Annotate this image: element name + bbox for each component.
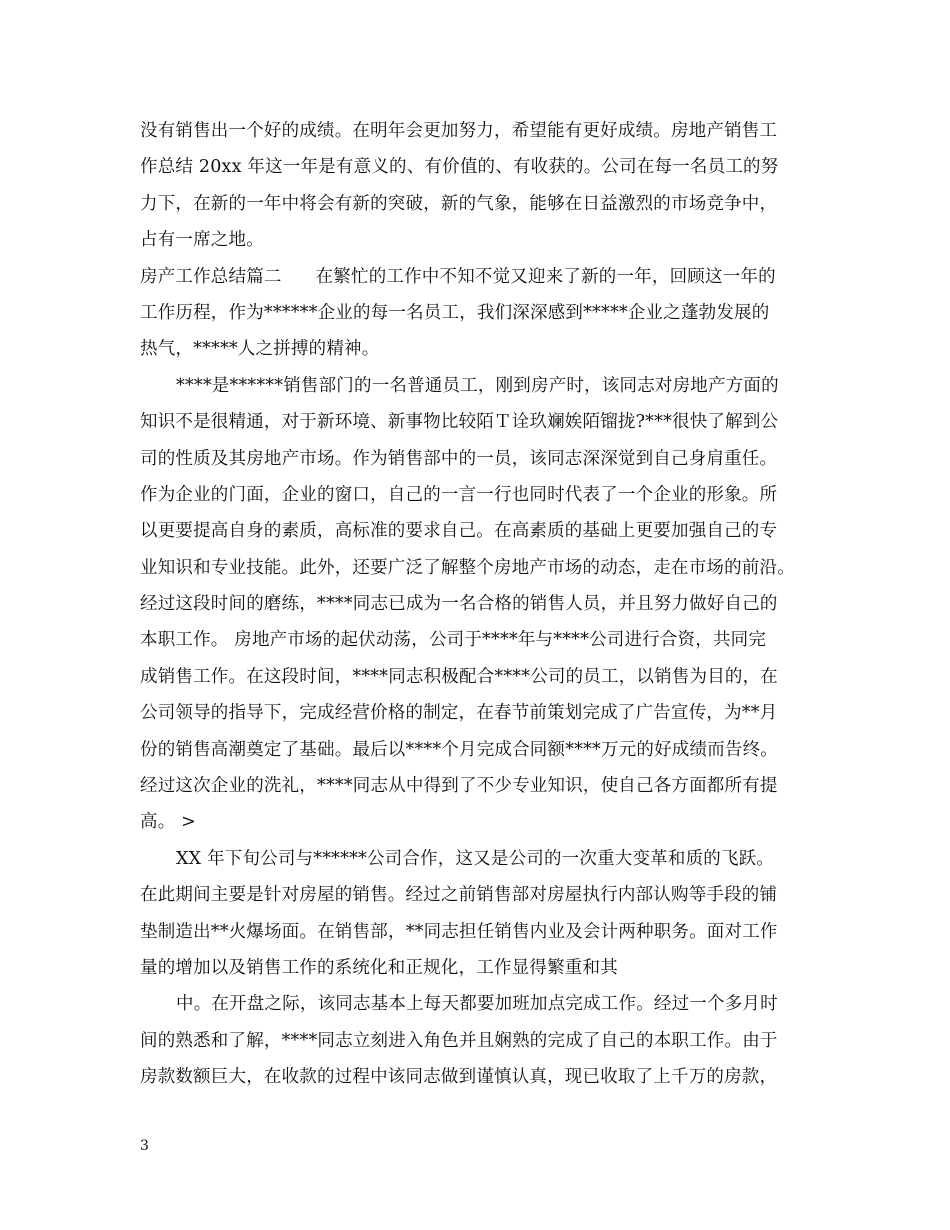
- paragraph-line: 力下，在新的一年中将会有新的突破，新的气象，能够在日益激烈的市场竞争中，: [140, 193, 778, 214]
- section-heading-line: [140, 259, 840, 295]
- paragraph-line: 没有销售出一个好的成绩。在明年会更加努力，希望能有更好成绩。房地产销售工: [140, 121, 778, 141]
- paragraph-line: 占有一席之地。: [140, 230, 264, 251]
- paragraph-line: 高。 >: [140, 812, 197, 833]
- paragraph-line: 经过这次企业的洗礼，****同志从中得到了不少专业知识，使自己各方面都所有提: [140, 776, 778, 797]
- paragraph-line: XX 年下旬公司与******公司合作，这又是公司的一次重大变革和质的飞跃。: [176, 848, 775, 869]
- paragraph-line: 在此期间主要是针对房屋的销售。经过之前销售部对房屋执行内部认购等手段的铺: [140, 885, 778, 906]
- body-text: [140, 113, 840, 1096]
- paragraph-line: 知识不是很精通，对于新环境、新事物比较陌Ｔ诠玖斓娭陌镏拢?***很快了解到公: [140, 412, 779, 433]
- paragraph-line: ****是******销售部门的一名普通员工，刚到房产时，该同志对房地产方面的: [176, 375, 779, 396]
- paragraph-line: 工作历程，作为******企业的每一名员工，我们深深感到*****企业之蓬勃发展的: [140, 302, 770, 323]
- section-heading: 房产工作总结篇二: [140, 266, 282, 287]
- paragraph-line: 中。在开盘之际，该同志基本上每天都要加班加点完成工作。经过一个多月时: [176, 994, 778, 1015]
- paragraph-line: 房款数额巨大，在收款的过程中该同志做到谨慎认真，现已收取了上千万的房款，: [140, 1067, 778, 1088]
- paragraph-line: 业知识和专业技能。此外，还要广泛了解整个房地产市场的动态，走在市场的前沿。: [140, 557, 795, 578]
- paragraph-line: 公司领导的指导下，完成经营价格的制定，在春节前策划完成了广告宣传，为**月: [140, 703, 778, 724]
- paragraph-line: 司的性质及其房地产市场。作为销售部中的一员，该同志深深觉到自己身肩重任。: [140, 448, 778, 469]
- paragraph-line: 垫制造出**火爆场面。在销售部，**同志担任销售内业及会计两种职务。面对工作: [140, 921, 778, 942]
- paragraph-line: 以更要提高自身的素质，高标准的要求自己。在高素质的基础上更要加强自己的专: [140, 521, 778, 542]
- paragraph-line: 份的销售高潮奠定了基础。最后以****个月完成合同额****万元的好成绩而告终。: [140, 739, 778, 760]
- paragraph-line: 间的熟悉和了解，****同志立刻进入角色并且娴熟的完成了自己的本职工作。由于: [140, 1030, 778, 1051]
- paragraph-line: 成销售工作。在这段时间，****同志积极配合****公司的员工，以销售为目的，在: [140, 666, 778, 687]
- paragraph-line: 经过这段时间的磨练，****同志已成为一名合格的销售人员，并且努力做好自己的: [140, 594, 778, 615]
- paragraph-line: 作为企业的门面，企业的窗口，自己的一言一行也同时代表了一个企业的形象。所: [140, 484, 778, 505]
- paragraph-line: 量的增加以及销售工作的系统化和正规化，工作显得繁重和其: [140, 957, 618, 978]
- section-first-line: 在繁忙的工作中不知不觉又迎来了新的一年，回顾这一年的: [315, 266, 776, 287]
- paragraph-line: 本职工作。 房地产市场的起伏动荡，公司于****年与****公司进行合资，共同完: [140, 630, 767, 651]
- paragraph-line: 作总结 20xx 年这一年是有意义的、有价值的、有收获的。公司在每一名员工的努: [140, 157, 779, 178]
- paragraph-line: 热气，*****人之拼搏的精神。: [140, 339, 380, 360]
- page-number: 3: [140, 1138, 149, 1154]
